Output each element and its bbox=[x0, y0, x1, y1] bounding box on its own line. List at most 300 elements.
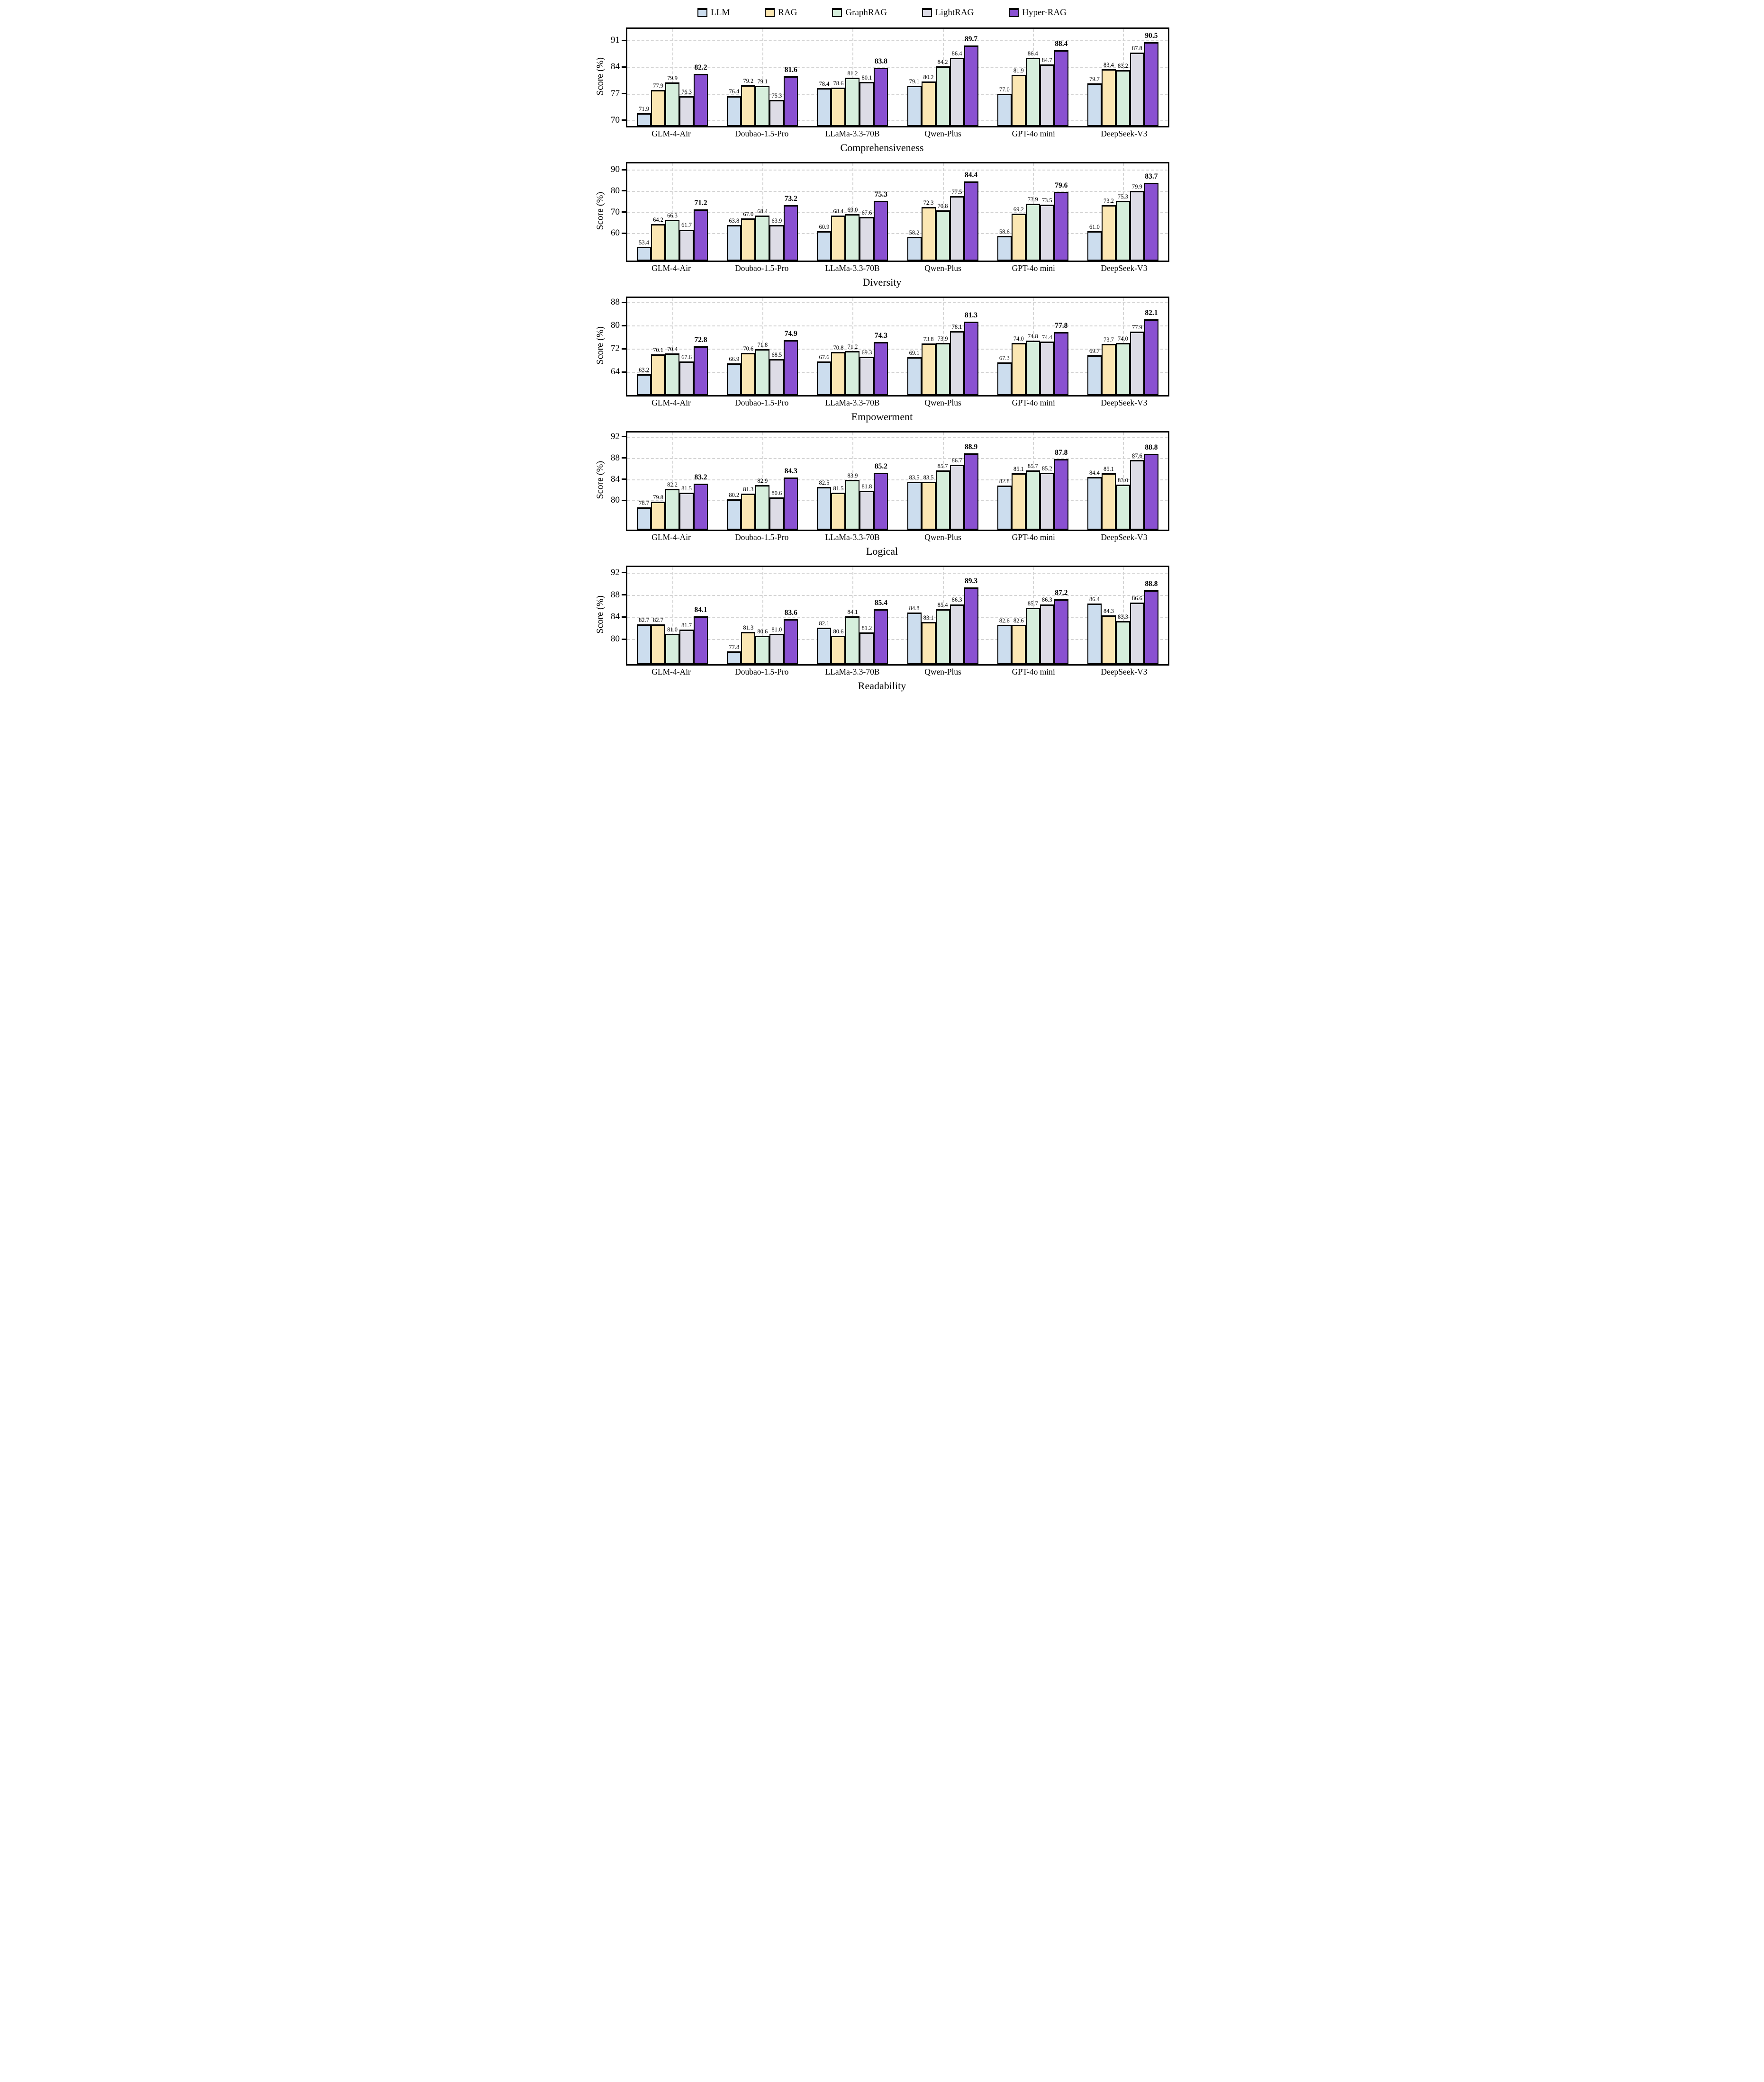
bar-lightrag bbox=[1040, 604, 1054, 665]
bar-rag bbox=[741, 85, 755, 126]
bar-value-label: 70.4 bbox=[667, 345, 678, 352]
bar-value-label: 83.4 bbox=[1103, 62, 1114, 69]
bar-value-label: 67.6 bbox=[861, 209, 872, 216]
bar-lightrag bbox=[769, 100, 784, 126]
bar-value-label: 63.2 bbox=[639, 366, 650, 373]
bar-value-label: 66.9 bbox=[729, 356, 740, 363]
bar-graphrag bbox=[1026, 341, 1040, 395]
bar-group-Doubao-1.5-Pro bbox=[727, 567, 798, 664]
bar-value-label: 81.2 bbox=[861, 625, 872, 632]
bar-value-label: 73.7 bbox=[1103, 336, 1114, 343]
bar-value-label: 73.2 bbox=[784, 195, 797, 203]
bar-value-label: 81.2 bbox=[847, 70, 858, 77]
bar-value-label: 82.2 bbox=[667, 481, 678, 488]
bar-group-GLM-4-Air bbox=[637, 163, 708, 261]
bar-value-label: 71.2 bbox=[847, 343, 858, 350]
bar-value-label: 81.8 bbox=[861, 483, 872, 490]
bar-value-label: 85.2 bbox=[874, 462, 887, 471]
bar-value-label: 79.9 bbox=[1131, 183, 1142, 190]
bar-graphrag bbox=[936, 343, 950, 395]
bar-lightrag bbox=[859, 217, 874, 261]
bar-hyper-rag bbox=[964, 453, 978, 530]
y-tick-mark bbox=[622, 93, 626, 94]
bar-rag bbox=[651, 624, 665, 664]
horizontal-gridline bbox=[627, 617, 1168, 618]
bar-llm bbox=[817, 231, 831, 261]
bar-value-label: 88.8 bbox=[1145, 443, 1158, 451]
bar-value-label: 58.6 bbox=[999, 228, 1010, 235]
chart-panels bbox=[588, 23, 1176, 695]
horizontal-gridline bbox=[627, 639, 1168, 640]
bar-lightrag bbox=[859, 357, 874, 395]
bar-value-label: 74.4 bbox=[1041, 334, 1052, 341]
bar-value-label: 84.3 bbox=[784, 467, 797, 476]
bar-value-label: 86.6 bbox=[1131, 595, 1142, 602]
horizontal-gridline bbox=[627, 233, 1168, 234]
plot-area bbox=[611, 431, 1169, 531]
y-tick-mark bbox=[622, 616, 626, 618]
y-tick-label: 70 bbox=[611, 207, 620, 217]
bar-value-label: 81.3 bbox=[743, 486, 754, 493]
legend-label: LLM bbox=[711, 7, 730, 18]
bar-graphrag bbox=[936, 609, 950, 664]
y-tick-label: 70 bbox=[611, 115, 620, 125]
bar-graphrag bbox=[1116, 343, 1130, 395]
x-axis-labels bbox=[626, 129, 1169, 140]
bar-rag bbox=[1012, 473, 1026, 530]
x-tick-label: DeepSeek-V3 bbox=[1101, 398, 1148, 407]
bar-lightrag bbox=[950, 465, 964, 530]
bar-graphrag bbox=[1026, 470, 1040, 530]
bar-value-label: 86.7 bbox=[951, 457, 962, 464]
bar-value-label: 75.3 bbox=[771, 92, 782, 99]
x-tick-label: Qwen-Plus bbox=[924, 667, 961, 676]
bar-hyper-rag bbox=[874, 342, 888, 395]
y-tick-mark bbox=[622, 66, 626, 68]
bar-group-GLM-4-Air bbox=[637, 298, 708, 395]
y-tick-label: 72 bbox=[611, 343, 620, 354]
bar-rag bbox=[651, 502, 665, 530]
bar-lightrag bbox=[859, 82, 874, 126]
bar-hyper-rag bbox=[694, 616, 708, 664]
bar-value-label: 69.2 bbox=[1013, 206, 1024, 213]
horizontal-gridline bbox=[627, 479, 1168, 480]
y-tick-label: 64 bbox=[611, 367, 620, 377]
bar-value-label: 63.9 bbox=[771, 217, 782, 224]
y-tick-label: 88 bbox=[611, 452, 620, 463]
bar-group-DeepSeek-V3 bbox=[1087, 433, 1158, 530]
bar-rag bbox=[651, 224, 665, 261]
bar-rag bbox=[741, 494, 755, 530]
bar-llm bbox=[1087, 231, 1102, 261]
horizontal-gridline bbox=[627, 573, 1168, 574]
bar-rag bbox=[1012, 75, 1026, 126]
bar-group-DeepSeek-V3 bbox=[1087, 298, 1158, 395]
bar-value-label: 85.2 bbox=[1041, 465, 1052, 472]
bar-value-label: 83.5 bbox=[923, 474, 934, 481]
bar-value-label: 86.4 bbox=[951, 50, 962, 57]
bar-llm bbox=[997, 625, 1012, 664]
bar-value-label: 82.8 bbox=[999, 478, 1010, 485]
bar-value-label: 86.3 bbox=[1041, 596, 1052, 604]
bar-value-label: 81.6 bbox=[784, 65, 797, 74]
bar-hyper-rag bbox=[1144, 183, 1158, 261]
bar-value-label: 84.7 bbox=[1041, 56, 1052, 63]
bar-lightrag bbox=[950, 604, 964, 665]
x-tick-label: DeepSeek-V3 bbox=[1101, 532, 1148, 542]
bar-value-label: 61.0 bbox=[1089, 223, 1100, 230]
x-tick-label: Qwen-Plus bbox=[924, 263, 961, 273]
bar-value-label: 83.2 bbox=[1117, 62, 1128, 69]
bar-llm bbox=[997, 486, 1012, 530]
horizontal-gridline bbox=[627, 458, 1168, 459]
bar-graphrag bbox=[845, 480, 859, 530]
bar-value-label: 73.5 bbox=[1041, 197, 1052, 204]
bar-hyper-rag bbox=[874, 68, 888, 126]
horizontal-gridline bbox=[627, 437, 1168, 438]
bar-hyper-rag bbox=[784, 205, 798, 261]
bar-graphrag bbox=[1116, 621, 1130, 664]
bar-group-LLaMa-3.3-70B bbox=[817, 163, 888, 261]
horizontal-gridline bbox=[627, 349, 1168, 350]
bar-graphrag bbox=[1026, 58, 1040, 126]
bar-hyper-rag bbox=[784, 619, 798, 664]
bar-value-label: 90.5 bbox=[1145, 32, 1158, 40]
bar-group-GPT-4o mini bbox=[997, 163, 1068, 261]
bar-value-label: 81.5 bbox=[681, 485, 692, 492]
bar-lightrag bbox=[1040, 473, 1054, 530]
bar-value-label: 82.6 bbox=[1013, 617, 1024, 624]
bar-llm bbox=[727, 96, 741, 126]
bar-value-label: 78.4 bbox=[819, 81, 830, 88]
x-tick-label: GPT-4o mini bbox=[1012, 667, 1055, 676]
bar-lightrag bbox=[950, 331, 964, 395]
bar-graphrag bbox=[936, 210, 950, 261]
bar-lightrag bbox=[679, 361, 694, 395]
bar-rag bbox=[831, 352, 845, 395]
bar-value-label: 69.0 bbox=[847, 206, 858, 213]
y-tick-mark bbox=[622, 233, 626, 234]
panel-title: Comprehensiveness bbox=[840, 142, 924, 153]
bar-value-label: 72.8 bbox=[694, 336, 707, 344]
bar-lightrag bbox=[1130, 460, 1144, 530]
bar-group-GLM-4-Air bbox=[637, 567, 708, 664]
y-tick-label: 92 bbox=[611, 431, 620, 442]
bar-value-label: 86.4 bbox=[1089, 596, 1100, 603]
bar-value-label: 71.2 bbox=[694, 199, 707, 207]
bar-value-label: 82.7 bbox=[639, 616, 650, 623]
bar-value-label: 84.1 bbox=[694, 606, 707, 614]
x-tick-label: Doubao-1.5-Pro bbox=[735, 667, 789, 676]
y-tick-mark bbox=[622, 119, 626, 121]
x-tick-label: Doubao-1.5-Pro bbox=[735, 129, 789, 138]
bar-value-label: 63.8 bbox=[729, 217, 740, 225]
bar-hyper-rag bbox=[694, 484, 708, 530]
bar-value-label: 69.1 bbox=[909, 349, 920, 356]
bar-graphrag bbox=[755, 485, 769, 530]
bar-graphrag bbox=[755, 216, 769, 261]
bar-graphrag bbox=[1026, 608, 1040, 664]
bar-value-label: 75.3 bbox=[874, 190, 887, 198]
horizontal-gridline bbox=[627, 120, 1168, 121]
bar-group-LLaMa-3.3-70B bbox=[817, 567, 888, 664]
bar-hyper-rag bbox=[1054, 192, 1068, 261]
bar-group-Doubao-1.5-Pro bbox=[727, 298, 798, 395]
y-tick-mark bbox=[622, 572, 626, 573]
legend-label: LightRAG bbox=[935, 7, 974, 18]
horizontal-gridline bbox=[627, 595, 1168, 596]
bar-value-label: 87.8 bbox=[1055, 449, 1068, 457]
bar-graphrag bbox=[1116, 485, 1130, 530]
chart-panel-logical bbox=[588, 426, 1176, 561]
bar-llm bbox=[637, 507, 651, 530]
bar-hyper-rag bbox=[964, 181, 978, 261]
legend-label: Hyper-RAG bbox=[1022, 7, 1067, 18]
y-tick-mark bbox=[622, 436, 626, 437]
bar-group-DeepSeek-V3 bbox=[1087, 29, 1158, 126]
panel-title: Empowerment bbox=[851, 411, 913, 423]
bar-hyper-rag bbox=[694, 346, 708, 395]
bar-lightrag bbox=[859, 491, 874, 530]
x-tick-label: LLaMa-3.3-70B bbox=[825, 667, 880, 676]
bar-llm bbox=[817, 88, 831, 126]
bar-lightrag bbox=[769, 497, 784, 530]
bar-group-DeepSeek-V3 bbox=[1087, 567, 1158, 664]
bar-hyper-rag bbox=[694, 74, 708, 126]
chart-panel-comprehensiveness bbox=[588, 23, 1176, 157]
bar-llm bbox=[637, 624, 651, 664]
x-axis-labels bbox=[626, 398, 1169, 409]
x-tick-label: DeepSeek-V3 bbox=[1101, 263, 1148, 273]
bar-llm bbox=[727, 225, 741, 261]
bar-rag bbox=[741, 353, 755, 395]
bar-graphrag bbox=[1116, 201, 1130, 261]
bar-lightrag bbox=[1130, 603, 1144, 664]
bar-value-label: 84.1 bbox=[847, 609, 858, 616]
y-tick-label: 91 bbox=[611, 35, 620, 45]
bar-group-LLaMa-3.3-70B bbox=[817, 298, 888, 395]
bar-llm bbox=[1087, 83, 1102, 126]
bar-hyper-rag bbox=[874, 201, 888, 261]
bar-value-label: 81.3 bbox=[743, 624, 754, 631]
legend-label: GraphRAG bbox=[845, 7, 887, 18]
bar-value-label: 85.7 bbox=[1027, 462, 1038, 469]
bar-lightrag bbox=[1130, 53, 1144, 126]
bar-group-GPT-4o mini bbox=[997, 567, 1068, 664]
bar-value-label: 87.6 bbox=[1131, 452, 1142, 460]
y-tick-mark bbox=[622, 302, 626, 303]
bar-value-label: 82.1 bbox=[819, 620, 830, 627]
bar-lightrag bbox=[679, 96, 694, 126]
bar-value-label: 80.1 bbox=[861, 74, 872, 81]
y-tick-mark bbox=[622, 40, 626, 41]
figure bbox=[588, 0, 1176, 695]
legend bbox=[588, 0, 1176, 23]
y-tick-label: 77 bbox=[611, 88, 620, 99]
bar-value-label: 79.8 bbox=[653, 494, 664, 501]
y-tick-mark bbox=[622, 500, 626, 501]
x-tick-label: LLaMa-3.3-70B bbox=[825, 263, 880, 273]
bar-llm bbox=[637, 113, 651, 126]
y-tick-mark bbox=[622, 211, 626, 213]
bar-value-label: 69.7 bbox=[1089, 348, 1100, 355]
y-tick-mark bbox=[622, 190, 626, 191]
x-axis-labels bbox=[626, 263, 1169, 275]
bar-graphrag bbox=[665, 220, 679, 261]
bar-value-label: 82.7 bbox=[653, 616, 664, 623]
x-axis-labels bbox=[626, 667, 1169, 678]
y-tick-mark bbox=[622, 478, 626, 480]
bar-value-label: 83.2 bbox=[694, 473, 707, 481]
bar-value-label: 67.3 bbox=[999, 354, 1010, 361]
y-tick-label: 84 bbox=[611, 612, 620, 622]
bar-value-label: 83.5 bbox=[909, 474, 920, 481]
bar-value-label: 84.8 bbox=[909, 605, 920, 612]
y-tick-label: 60 bbox=[611, 228, 620, 238]
bar-graphrag bbox=[755, 349, 769, 395]
bar-group-GPT-4o mini bbox=[997, 29, 1068, 126]
x-tick-label: GLM-4-Air bbox=[651, 667, 691, 676]
bar-group-Qwen-Plus bbox=[907, 567, 978, 664]
legend-swatch-icon bbox=[697, 8, 707, 17]
y-tick-label: 92 bbox=[611, 567, 620, 577]
y-tick-label: 80 bbox=[611, 185, 620, 196]
bar-value-label: 83.3 bbox=[1117, 613, 1128, 620]
bar-value-label: 76.4 bbox=[729, 88, 740, 95]
y-tick-mark bbox=[622, 325, 626, 326]
legend-swatch-icon bbox=[1009, 8, 1019, 17]
y-tick-label: 88 bbox=[611, 589, 620, 600]
bar-llm bbox=[997, 94, 1012, 126]
bar-lightrag bbox=[1130, 191, 1144, 261]
bar-value-label: 70.8 bbox=[833, 344, 844, 352]
bar-value-label: 80.2 bbox=[729, 492, 740, 499]
y-axis-label: Score (%) bbox=[595, 57, 606, 96]
bar-group-Qwen-Plus bbox=[907, 29, 978, 126]
bar-lightrag bbox=[679, 493, 694, 530]
bar-graphrag bbox=[755, 86, 769, 126]
bar-value-label: 88.4 bbox=[1055, 40, 1068, 48]
y-tick-label: 90 bbox=[611, 164, 620, 175]
bar-value-label: 84.3 bbox=[1103, 607, 1114, 614]
bar-rag bbox=[831, 216, 845, 261]
bar-value-label: 77.9 bbox=[1131, 324, 1142, 331]
bar-llm bbox=[817, 487, 831, 530]
horizontal-gridline bbox=[627, 372, 1168, 373]
bar-lightrag bbox=[950, 58, 964, 126]
bar-llm bbox=[997, 362, 1012, 395]
bar-rag bbox=[1102, 69, 1116, 126]
x-tick-label: Doubao-1.5-Pro bbox=[735, 263, 789, 273]
y-tick-label: 84 bbox=[611, 474, 620, 484]
horizontal-gridline bbox=[627, 170, 1168, 171]
bar-graphrag bbox=[1026, 204, 1040, 261]
bar-rag bbox=[922, 207, 936, 261]
bar-hyper-rag bbox=[784, 478, 798, 530]
bar-value-label: 81.9 bbox=[1013, 67, 1024, 74]
horizontal-gridline bbox=[627, 302, 1168, 303]
y-tick-label: 88 bbox=[611, 297, 620, 307]
panel-title: Diversity bbox=[862, 276, 902, 288]
legend-item-hyper-rag bbox=[1009, 8, 1067, 17]
y-tick-label: 80 bbox=[611, 634, 620, 644]
bar-hyper-rag bbox=[1144, 319, 1158, 395]
x-tick-label: Qwen-Plus bbox=[924, 532, 961, 542]
bar-hyper-rag bbox=[1054, 599, 1068, 664]
x-tick-label: GPT-4o mini bbox=[1012, 532, 1055, 542]
bar-value-label: 66.3 bbox=[667, 212, 678, 219]
bar-llm bbox=[817, 628, 831, 664]
x-tick-label: DeepSeek-V3 bbox=[1101, 667, 1148, 676]
legend-swatch-icon bbox=[832, 8, 842, 17]
plot-area bbox=[611, 27, 1169, 127]
bar-graphrag bbox=[665, 82, 679, 126]
bar-value-label: 81.0 bbox=[771, 626, 782, 633]
x-tick-label: GLM-4-Air bbox=[651, 398, 691, 407]
bar-value-label: 74.3 bbox=[874, 332, 887, 340]
bar-rag bbox=[831, 88, 845, 126]
bar-value-label: 80.6 bbox=[757, 628, 768, 635]
bar-graphrag bbox=[665, 353, 679, 395]
bar-llm bbox=[907, 357, 922, 395]
bar-value-label: 84.4 bbox=[1089, 469, 1100, 477]
bar-value-label: 85.4 bbox=[937, 602, 948, 609]
x-axis-labels bbox=[626, 532, 1169, 544]
bar-llm bbox=[817, 361, 831, 395]
bar-rag bbox=[1102, 473, 1116, 530]
bar-value-label: 78.7 bbox=[639, 499, 650, 506]
bar-value-label: 79.9 bbox=[667, 75, 678, 82]
bar-value-label: 68.4 bbox=[833, 207, 844, 215]
bar-hyper-rag bbox=[874, 473, 888, 530]
bar-value-label: 89.7 bbox=[965, 35, 978, 43]
bar-value-label: 81.3 bbox=[965, 311, 978, 320]
bar-llm bbox=[1087, 477, 1102, 530]
bar-value-label: 60.9 bbox=[819, 224, 830, 231]
bar-value-label: 61.7 bbox=[681, 222, 692, 229]
legend-label: RAG bbox=[778, 7, 797, 18]
bar-value-label: 84.2 bbox=[937, 58, 948, 65]
bar-lightrag bbox=[679, 630, 694, 664]
bar-llm bbox=[727, 363, 741, 395]
x-tick-label: GPT-4o mini bbox=[1012, 263, 1055, 273]
bar-graphrag bbox=[1116, 70, 1130, 126]
bar-llm bbox=[907, 86, 922, 126]
horizontal-gridline bbox=[627, 191, 1168, 192]
bar-value-label: 83.1 bbox=[923, 614, 934, 621]
y-axis-label: Score (%) bbox=[595, 326, 606, 365]
bar-value-label: 70.1 bbox=[653, 346, 664, 353]
bar-group-GLM-4-Air bbox=[637, 433, 708, 530]
bar-value-label: 73.2 bbox=[1103, 198, 1114, 205]
plot-area bbox=[611, 566, 1169, 666]
bar-group-Qwen-Plus bbox=[907, 433, 978, 530]
bar-value-label: 77.8 bbox=[729, 644, 740, 651]
bar-rag bbox=[831, 636, 845, 664]
bar-group-GPT-4o mini bbox=[997, 298, 1068, 395]
x-tick-label: Doubao-1.5-Pro bbox=[735, 532, 789, 542]
bar-value-label: 82.1 bbox=[1145, 309, 1158, 317]
bar-value-label: 83.7 bbox=[1145, 172, 1158, 181]
bar-value-label: 82.2 bbox=[694, 63, 707, 72]
bar-value-label: 72.3 bbox=[923, 199, 934, 207]
bar-value-label: 81.0 bbox=[667, 626, 678, 633]
y-axis-label: Score (%) bbox=[595, 191, 606, 230]
bar-value-label: 85.7 bbox=[937, 462, 948, 469]
bar-value-label: 80.6 bbox=[771, 489, 782, 496]
bar-value-label: 84.4 bbox=[965, 171, 978, 180]
horizontal-gridline bbox=[627, 40, 1168, 41]
